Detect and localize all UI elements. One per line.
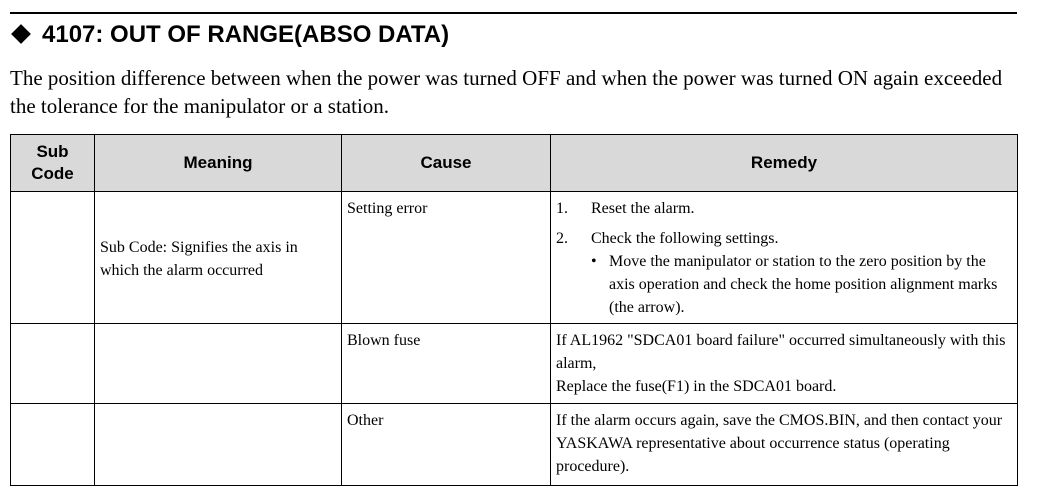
sub-code-cell [11,324,95,404]
remedy-cell [551,324,1018,404]
remedy-line: Replace the fuse(F1) in the SDCA01 board. [556,378,837,395]
header-cause: Cause [342,135,551,192]
top-rule [10,12,1017,14]
alarm-table [10,134,1018,486]
remedy-step: 2. Check the following settings. [556,230,779,247]
meaning-cell [95,404,342,486]
alarm-heading [12,20,449,50]
sub-code-cell [11,192,95,324]
remedy-cell [551,192,1018,324]
table-row [11,192,1018,324]
sub-code-cell [11,404,95,486]
table-header-row [11,135,1018,192]
remedy-bullet: • Move the manipulator or station to the zero position by the axis operation and check the home position alignment marks (the arrow). [556,250,1012,319]
diamond-bullet-icon [11,24,31,44]
table-row [11,324,1018,404]
remedy-step: 1. Reset the alarm. [556,200,695,217]
cause-cell: Setting error [342,192,551,324]
meaning-cell [95,324,342,404]
alarm-description: The position difference between when the power was turned OFF and when the power was turned ON again exceeded the tolerance for the manipulator or a station. [10,66,1003,118]
remedy-cell: If the alarm occurs again, save the CMOS.BIN, and then contact your YASKAWA representative about occurrence status (operating procedure). [551,404,1018,486]
meaning-cell: Sub Code: Signifies the axis in which the alarm occurred [95,192,342,324]
remedy-line: If AL1962 "SDCA01 board failure" occurred simultaneously with this alarm, [556,332,1006,372]
header-remedy: Remedy [551,135,1018,192]
cause-cell: Other [342,404,551,486]
cause-cell: Blown fuse [342,324,551,404]
header-sub-code: Sub Code [11,135,95,192]
alarm-title: 4107: OUT OF RANGE(ABSO DATA) [42,21,450,48]
table-row [11,404,1018,486]
header-meaning: Meaning [95,135,342,192]
bullet-dot-icon: • [591,253,597,270]
